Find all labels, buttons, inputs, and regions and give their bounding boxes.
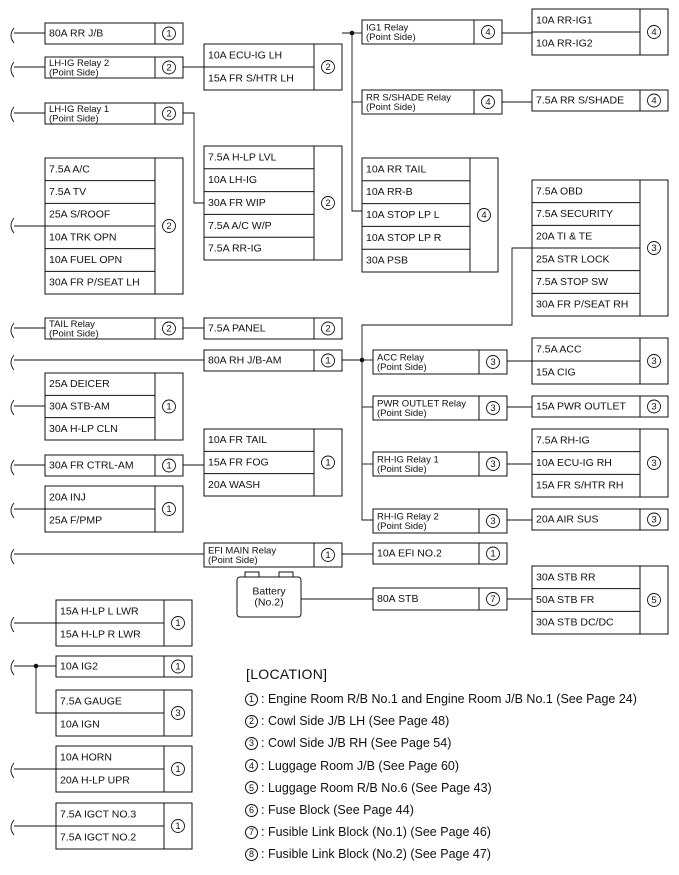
legend-number: 4 (245, 759, 258, 772)
location-number: 2 (325, 62, 331, 73)
fuse-label: 30A STB DC/DC (536, 616, 614, 629)
wire-4 (11, 218, 45, 233)
fuse-label: 15A H-LP L LWR (60, 605, 139, 618)
fuse-box-hlplvl (204, 146, 342, 260)
fuse-box-stb (373, 588, 507, 610)
wire-7 (11, 400, 45, 415)
fuse-label: 15A CIG (536, 366, 576, 379)
legend-item-5 (245, 777, 675, 799)
wire-12 (11, 660, 56, 675)
legend-text: : Fusible Link Block (No.2) (See Page 47) (261, 847, 491, 862)
wire-6 (11, 355, 204, 370)
fuse-label: 15A FR S/HTR RH (536, 479, 624, 492)
location-number: 1 (175, 764, 181, 775)
location-number: 4 (651, 95, 657, 107)
fuse-box-gauge (56, 690, 192, 736)
legend-text: : Fusible Link Block (No.1) (See Page 46) (261, 825, 491, 840)
fuse-label: 10A TRK OPN (49, 231, 117, 244)
fuse-label: 30A H-LP CLN (49, 422, 118, 435)
location-number: 2 (325, 198, 331, 209)
fuse-label: 15A FR S/HTR LH (208, 72, 294, 85)
fuse-label: 7.5A OBD (536, 185, 583, 198)
fuse-label: 10A RR TAIL (366, 163, 427, 176)
relay-label: RH-IG Relay 1 (Point Side) (377, 453, 439, 475)
wire-1 (11, 28, 45, 43)
fuse-box-rrig (532, 9, 668, 55)
fuse-label: 7.5A RR S/SHADE (536, 94, 625, 107)
fuse-label: 10A STOP LP R (366, 231, 442, 244)
location-number: 3 (490, 516, 496, 527)
legend-title: [LOCATION] (246, 666, 328, 682)
location-number: 1 (166, 401, 172, 413)
location-number: 3 (175, 708, 181, 719)
fuse-label: 7.5A IGCT NO.2 (60, 831, 137, 844)
location-number: 7 (490, 594, 496, 605)
location-number: 1 (166, 28, 172, 40)
legend-number: 7 (245, 826, 258, 839)
wire-16 (183, 113, 204, 203)
location-number: 1 (490, 548, 496, 560)
location-legend (245, 666, 675, 866)
fuse-label: 15A H-LP R LWR (60, 628, 141, 641)
fuse-label: 30A STB RR (536, 571, 596, 584)
fuse-label: 7.5A ACC (536, 343, 582, 356)
fuse-label: 10A FUEL OPN (49, 254, 123, 266)
fuse-label: 10A STOP LP L (366, 209, 440, 221)
fuse-label: 50A STB FR (536, 594, 595, 606)
fuse-box-accrelay (373, 350, 507, 374)
fuse-label: 7.5A TV (49, 186, 87, 198)
fuse-label: 10A IG2 (60, 660, 98, 673)
legend-number: 2 (245, 715, 258, 728)
wire-11 (11, 617, 56, 632)
relay-label: IG1 Relay (Point Side) (366, 21, 416, 43)
fuse-box-ecuiglh (204, 44, 342, 90)
fuse-box-efi (204, 543, 342, 567)
legend-number: 3 (245, 737, 258, 750)
fuse-box-rhigf (532, 429, 668, 497)
relay-label: EFI MAIN Relay (Point Side) (208, 544, 277, 566)
fuse-label: 10A RR-IG2 (536, 37, 593, 50)
fuse-box-sshade (362, 90, 502, 114)
fuse-label: 30A FR P/SEAT LH (49, 276, 140, 289)
legend-text: : Fuse Block (See Page 44) (261, 803, 414, 818)
wire-5 (11, 323, 45, 338)
relay-label: ACC Relay (Point Side) (377, 351, 427, 373)
location-number: 3 (490, 403, 496, 414)
fuse-box-rhig2 (373, 509, 507, 533)
fuse-label: 20A TI & TE (536, 230, 593, 243)
fuse-box-ac (45, 158, 183, 294)
location-number: 2 (166, 323, 172, 335)
splice-dot-2 (34, 664, 39, 669)
fuse-label: 80A STB (377, 593, 419, 605)
fuse-label: 80A RH J/B-AM (208, 354, 282, 367)
location-number: 3 (651, 356, 657, 367)
fuse-label: 20A AIR SUS (536, 513, 599, 526)
location-number: 1 (166, 460, 172, 472)
fuse-box-frctrl (45, 455, 183, 476)
location-number: 3 (651, 458, 657, 469)
location-number: 1 (325, 550, 331, 561)
fuse-label: 7.5A H-LP LVL (208, 151, 277, 164)
location-number: 3 (490, 459, 496, 470)
battery-label: Battery (No.2) (252, 585, 286, 609)
wire-8 (11, 460, 45, 475)
splice-dot-1 (350, 31, 355, 36)
location-number: 3 (651, 401, 657, 413)
wire-14 (11, 820, 56, 835)
fuse-box-rhjbam (204, 350, 342, 371)
relay-label: TAIL Relay (Point Side) (49, 318, 99, 339)
fuse-box-panel (204, 318, 342, 339)
fuse-box-efino2 (373, 543, 507, 564)
location-number: 2 (166, 221, 172, 232)
fuse-box-inj (45, 486, 183, 532)
fuse-box-tail (45, 318, 183, 339)
fuse-box-deicer (45, 373, 183, 440)
wire-10 (11, 549, 204, 564)
fuse-label: 10A EFI NO.2 (377, 547, 442, 560)
fuse-box-lhig2 (45, 57, 183, 78)
fuse-label: 25A STR LOCK (536, 253, 610, 266)
fuse-label: 25A F/PMP (49, 514, 103, 527)
wire-19 (36, 666, 56, 713)
fuse-label: 25A DEICER (49, 378, 110, 391)
location-number: 1 (175, 618, 181, 629)
fuse-label: 15A PWR OUTLET (536, 400, 626, 413)
location-number: 1 (166, 504, 172, 515)
fuse-label: 7.5A STOP SW (536, 276, 608, 288)
location-number: 3 (651, 514, 657, 526)
fuse-box-pwr (532, 396, 668, 417)
relay-label: LH-IG Relay 1 (Point Side) (49, 103, 110, 124)
legend-number: 6 (245, 804, 258, 817)
legend-item-4 (245, 755, 675, 777)
location-number: 2 (166, 108, 172, 120)
legend-text: : Engine Room R/B No.1 and Engine Room J/B No.1 (See Page 24) (261, 692, 637, 707)
fuse-box-rrtail (362, 158, 498, 272)
relay-label: PWR OUTLET Relay (Point Side) (377, 397, 467, 419)
fuse-label: 10A RR-B (366, 186, 413, 199)
legend-item-7 (245, 821, 675, 843)
location-number: 5 (651, 595, 657, 606)
legend-text: : Cowl Side J/B RH (See Page 54) (261, 736, 452, 751)
fuse-label: 7.5A A/C W/P (208, 219, 272, 232)
splice-dot-3 (360, 358, 365, 363)
fuse-box-frtail (204, 429, 342, 496)
fuse-box-rrjb (45, 23, 183, 44)
fuse-box-sshadef (532, 90, 668, 111)
fuse-box-acc (532, 338, 668, 384)
legend-item-1 (245, 688, 675, 710)
legend-item-2 (245, 710, 675, 732)
fuse-box-ig2 (56, 656, 192, 677)
fuse-box-stbgroup (532, 566, 668, 634)
fuse-label: 7.5A RR-IG (208, 242, 262, 255)
fuse-box-horn (56, 746, 192, 792)
legend-item-6 (245, 799, 675, 821)
location-number: 3 (490, 357, 496, 368)
fuse-box-airsus (532, 509, 668, 530)
relay-label: LH-IG Relay 2 (Point Side) (49, 57, 110, 78)
fuse-label: 30A FR CTRL-AM (49, 459, 134, 472)
fuse-label: 10A RR-IG1 (536, 14, 593, 27)
fuse-label: 15A FR FOG (208, 456, 269, 469)
fuse-label: 25A S/ROOF (49, 208, 111, 221)
location-number: 1 (175, 661, 181, 673)
fuse-label: 30A FR P/SEAT RH (536, 298, 629, 311)
fuse-label: 7.5A RH-IG (536, 434, 590, 447)
legend-text: : Luggage Room J/B (See Page 60) (261, 758, 460, 773)
fuse-label: 7.5A SECURITY (536, 208, 614, 220)
legend-item-3 (245, 732, 675, 754)
location-number: 4 (485, 27, 491, 38)
legend-number: 8 (245, 848, 258, 861)
location-number: 2 (325, 323, 331, 335)
fuse-box-ig1relay (362, 20, 502, 44)
fuse-label: 10A LH-IG (208, 174, 258, 187)
legend-number: 1 (245, 693, 258, 706)
legend-list (245, 688, 675, 866)
wire-20 (342, 33, 362, 211)
fuse-box-lhig1 (45, 103, 183, 124)
location-number: 4 (485, 97, 491, 108)
fuse-label: 7.5A PANEL (208, 322, 266, 335)
battery-no2 (237, 572, 301, 617)
wire-25 (342, 360, 373, 520)
fuse-label: 10A ECU-IG LH (208, 49, 283, 62)
location-number: 4 (651, 27, 657, 38)
fuse-label: 7.5A A/C (49, 163, 90, 176)
location-number: 4 (481, 210, 487, 221)
fuse-label: 80A RR J/B (49, 27, 104, 40)
fuse-label: 10A ECU-IG RH (536, 457, 612, 469)
location-number: 1 (325, 457, 331, 469)
wire-2 (11, 62, 45, 77)
fuse-box-rhig1 (373, 452, 507, 476)
fuse-box-pwrrelay (373, 396, 507, 420)
legend-number: 5 (245, 781, 258, 794)
wire-13 (11, 763, 56, 778)
wire-3 (11, 107, 45, 122)
location-number: 1 (175, 821, 181, 832)
location-number: 3 (651, 243, 657, 254)
fuse-label: 10A HORN (60, 751, 112, 764)
fuse-label: 7.5A IGCT NO.3 (60, 808, 137, 821)
legend-text: : Luggage Room R/B No.6 (See Page 43) (261, 780, 492, 795)
fuse-label: 10A IGN (60, 718, 100, 731)
wire-9 (11, 503, 45, 518)
location-number: 1 (325, 355, 331, 367)
legend-text: : Cowl Side J/B LH (See Page 48) (261, 714, 450, 729)
fuse-label: 7.5A GAUGE (60, 695, 122, 708)
fuse-label: 20A H-LP UPR (60, 774, 130, 787)
relay-label: RR S/SHADE Relay (Point Side) (366, 91, 451, 113)
legend-item-8 (245, 843, 675, 865)
fuse-box-hlplwr (56, 600, 192, 646)
location-number: 2 (166, 62, 172, 74)
fuse-label: 20A INJ (49, 491, 86, 504)
fuse-label: 30A STB-AM (49, 400, 110, 413)
fuse-box-igct (56, 803, 192, 849)
fuse-label: 20A WASH (208, 478, 261, 491)
fuse-box-obd (532, 180, 668, 316)
fuse-label: 10A FR TAIL (208, 434, 268, 447)
relay-label: RH-IG Relay 2 (Point Side) (377, 510, 439, 532)
fuse-label: 30A PSB (366, 254, 409, 267)
fuse-label: 30A FR WIP (208, 197, 266, 209)
